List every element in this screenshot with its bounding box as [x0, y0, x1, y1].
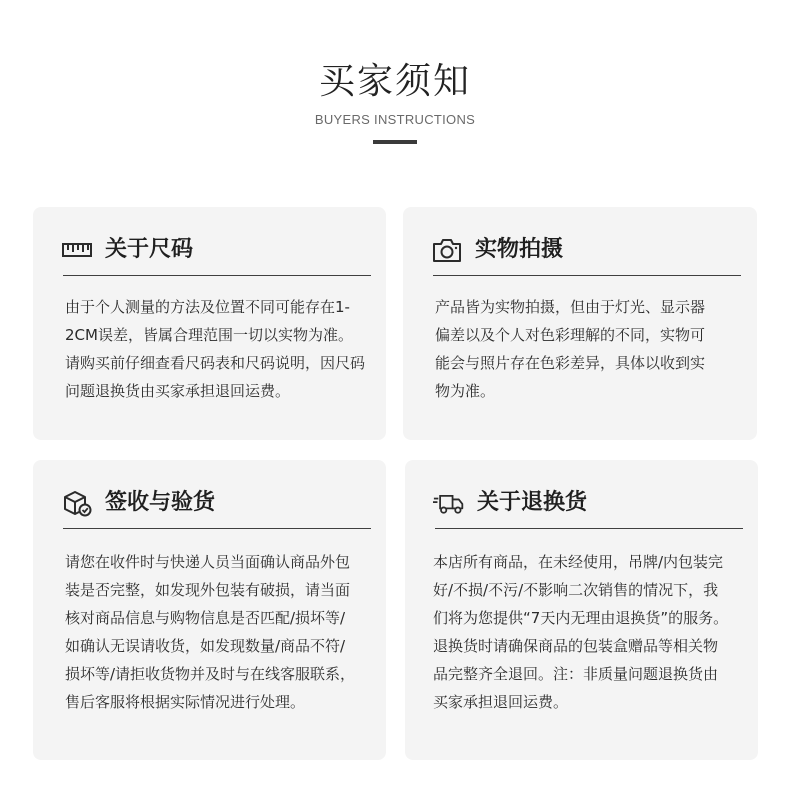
- size-info-card: [33, 207, 386, 440]
- return-heading: 关于退换货: [477, 490, 588, 515]
- divider: [63, 528, 371, 529]
- photo-body-text: 产品皆为实物拍摄，但由于灯光、显示器偏差以及个人对色彩理解的不同，实物可能会与照片存在色彩差异，具体以收到实物为准。: [435, 298, 706, 400]
- receive-body-text: 请您在收件时与快递人员当面确认商品外包装是否完整，如发现外包装有破损，请当面核对商品信息与购物信息是否匹配/损坏等/如确认无误请收货，如发现数量/商品不符/损坏等/请拒收货物并及时与在线客服联系，售后客服将根据实际情况进行处理。: [65, 553, 356, 711]
- receive-inspect-card: [33, 460, 386, 760]
- title-underline: [373, 140, 417, 144]
- size-heading: 关于尺码: [105, 237, 194, 262]
- camera-icon: [431, 236, 463, 264]
- photo-heading: 实物拍摄: [475, 237, 564, 262]
- receive-heading: 签收与验货: [105, 490, 216, 515]
- divider: [433, 275, 741, 276]
- return-body-text: 本店所有商品，在未经使用，吊牌/内包装完好/不损/不污/不影响二次销售的情况下，我们将为您提供“7天内无理由退换货”的服务。退换货时请确保商品的包装盒赠品等相关物品完整齐全退回。注：非质量问题退换货由买家承担退回运费。: [433, 553, 729, 711]
- divider: [63, 275, 371, 276]
- size-body-text: 由于个人测量的方法及位置不同可能存在1-2CM误差，皆属合理范围一切以实物为准。请购买前仔细查看尺码表和尺码说明，因尺码问题退换货由买家承担退回运费。: [65, 298, 366, 400]
- ruler-icon: [61, 236, 93, 264]
- delivery-truck-icon: [433, 489, 465, 517]
- page-subtitle: BUYERS INSTRUCTIONS: [314, 112, 476, 127]
- page-title: 买家须知: [318, 61, 471, 102]
- package-check-icon: [61, 489, 93, 517]
- photo-info-card: [403, 207, 757, 440]
- divider: [435, 528, 743, 529]
- return-exchange-card: [405, 460, 758, 760]
